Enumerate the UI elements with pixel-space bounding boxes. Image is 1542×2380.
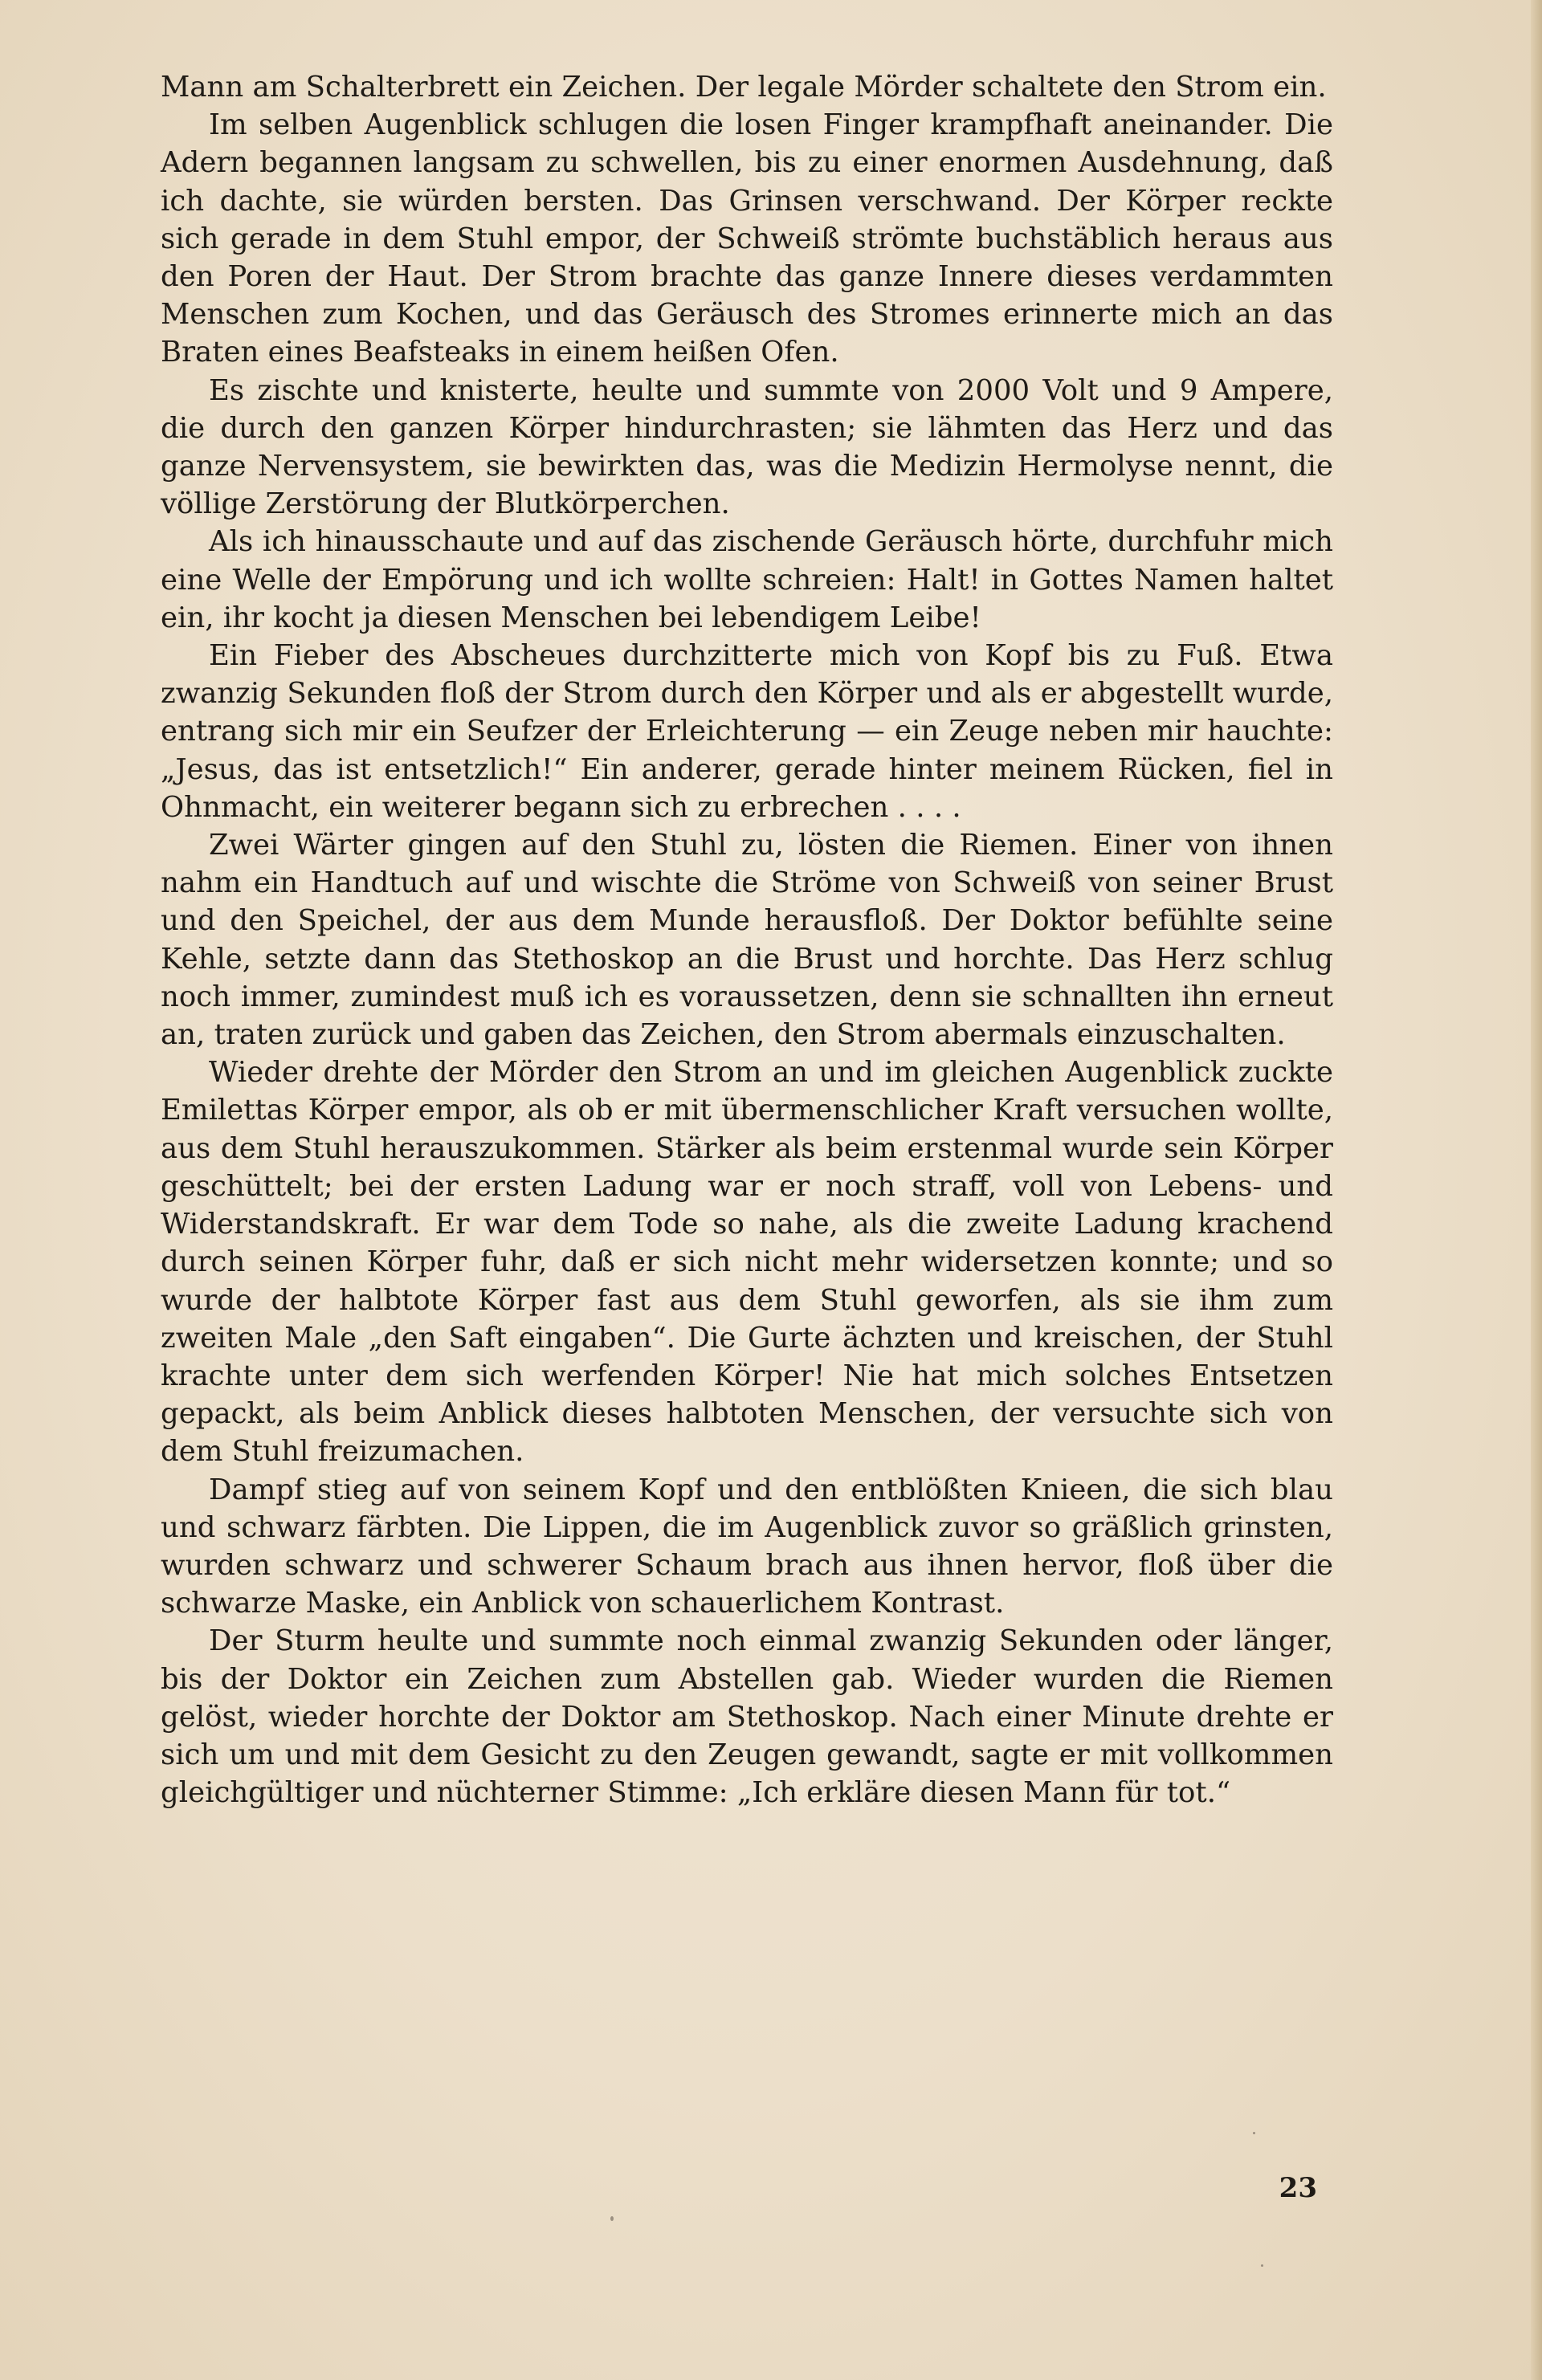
paragraph-5: Ein Fieber des Abscheues durchzitterte mich von Kopf bis zu Fuß. Etwa zwanzig Sekunden floß der Strom durch den Körper und als er abgestellt wurde, entrang sich mir ein Seufzer der Erleichterung — ein Zeuge neben mir hauchte: „Jesus, das ist entsetzlich!“ Ein anderer, gerade hinter meinem Rücken, fiel in Ohnmacht, ein weiterer begann sich zu erbrechen . . . . <box>161 639 1333 824</box>
paper-speck <box>1253 2132 1255 2134</box>
paragraph-1: Mann am Schalterbrett ein Zeichen. Der legale Mörder schaltete den Strom ein. <box>161 71 1327 104</box>
page-number: 23 <box>1279 2172 1317 2204</box>
paragraph-6: Zwei Wärter gingen auf den Stuhl zu, lösten die Riemen. Einer von ihnen nahm ein Handtuch auf und wischte die Ströme von Schweiß von seiner Brust und den Speichel, der aus dem Munde herausfloß. Der Doktor befühlte seine Kehle, setzte dann das Stethoskop an die Brust und horchte. Das Herz schlug noch immer, zumindest muß ich es voraussetzen, denn sie schnallten ihn erneut an, traten zurück und gaben das Zeichen, den Strom abermals einzuschalten. <box>161 829 1333 1052</box>
paragraph-3: Es zischte und knisterte, heulte und summte von 2000 Volt und 9 Ampere, die durch den ganzen Körper hindurchrasten; sie lähmten das Herz und das ganze Nervensystem, sie bewirkten das, was die Medizin Hermolyse nennt, die völlige Zerstörung der Blutkörperchen. <box>161 373 1333 521</box>
paragraph-9: Der Sturm heulte und summte noch einmal zwanzig Sekunden oder länger, bis der Doktor ein Zeichen zum Abstellen gab. Wieder wurden die Riemen gelöst, wieder horchte der Doktor am Stethoskop. Nach einer Minute drehte er sich um und mit dem Gesicht zu den Zeugen gewandt, sagte er mit vollkommen gleichgültiger und nüchterner Stimme: „Ich erkläre diesen Mann für tot.“ <box>161 1624 1333 1810</box>
page-edge-shadow <box>1531 0 1542 2380</box>
body-text <box>161 68 1333 1811</box>
paper-speck <box>610 2216 614 2221</box>
paragraph-2: Im selben Augenblick schlugen die losen Finger krampfhaft aneinander. Die Adern begannen langsam zu schwellen, bis zu einer enormen Ausdehnung, daß ich dachte, sie würden bersten. Das Grinsen verschwand. Der Körper reckte sich gerade in dem Stuhl empor, der Schweiß strömte buchstäblich heraus aus den Poren der Haut. Der Strom brachte das ganze Innere dieses verdammten Menschen zum Kochen, und das Geräusch des Stromes erinnerte mich an das Braten eines Beafsteaks in einem heißen Ofen. <box>161 108 1333 369</box>
paragraph-7: Wieder drehte der Mörder den Strom an und im gleichen Augenblick zuckte Emilettas Körper empor, als ob er mit übermenschlicher Kraft versuchen wollte, aus dem Stuhl herauszukommen. Stärker als beim erstenmal wurde sein Körper geschüttelt; bei der ersten Ladung war er noch straff, voll von Lebens- und Widerstandskraft. Er war dem Tode so nahe, als die zweite Ladung krachend durch seinen Körper fuhr, daß er sich nicht mehr widersetzen konnte; und so wurde der halbtote Körper fast aus dem Stuhl geworfen, als sie ihm zum zweiten Male „den Saft eingaben“. Die Gurte ächzten und kreischen, der Stuhl krachte unter dem sich werfenden Körper! Nie hat mich solches Entsetzen gepackt, als beim Anblick dieses halbtoten Menschen, der versuchte sich von dem Stuhl freizumachen. <box>161 1056 1333 1469</box>
paragraph-4: Als ich hinausschaute und auf das zischende Geräusch hörte, durchfuhr mich eine Welle der Empörung und ich wollte schreien: Halt! in Gottes Namen haltet ein, ihr kocht ja diesen Menschen bei lebendigem Leibe! <box>161 525 1333 634</box>
paragraph-8: Dampf stieg auf von seinem Kopf und den entblößten Knieen, die sich blau und schwarz färbten. Die Lippen, die im Augenblick zuvor so gräßlich grinsten, wurden schwarz und schwerer Schaum brach aus ihnen hervor, floß über die schwarze Maske, ein Anblick von schauerlichem Kontrast. <box>161 1473 1333 1620</box>
paper-speck <box>1261 2264 1263 2267</box>
